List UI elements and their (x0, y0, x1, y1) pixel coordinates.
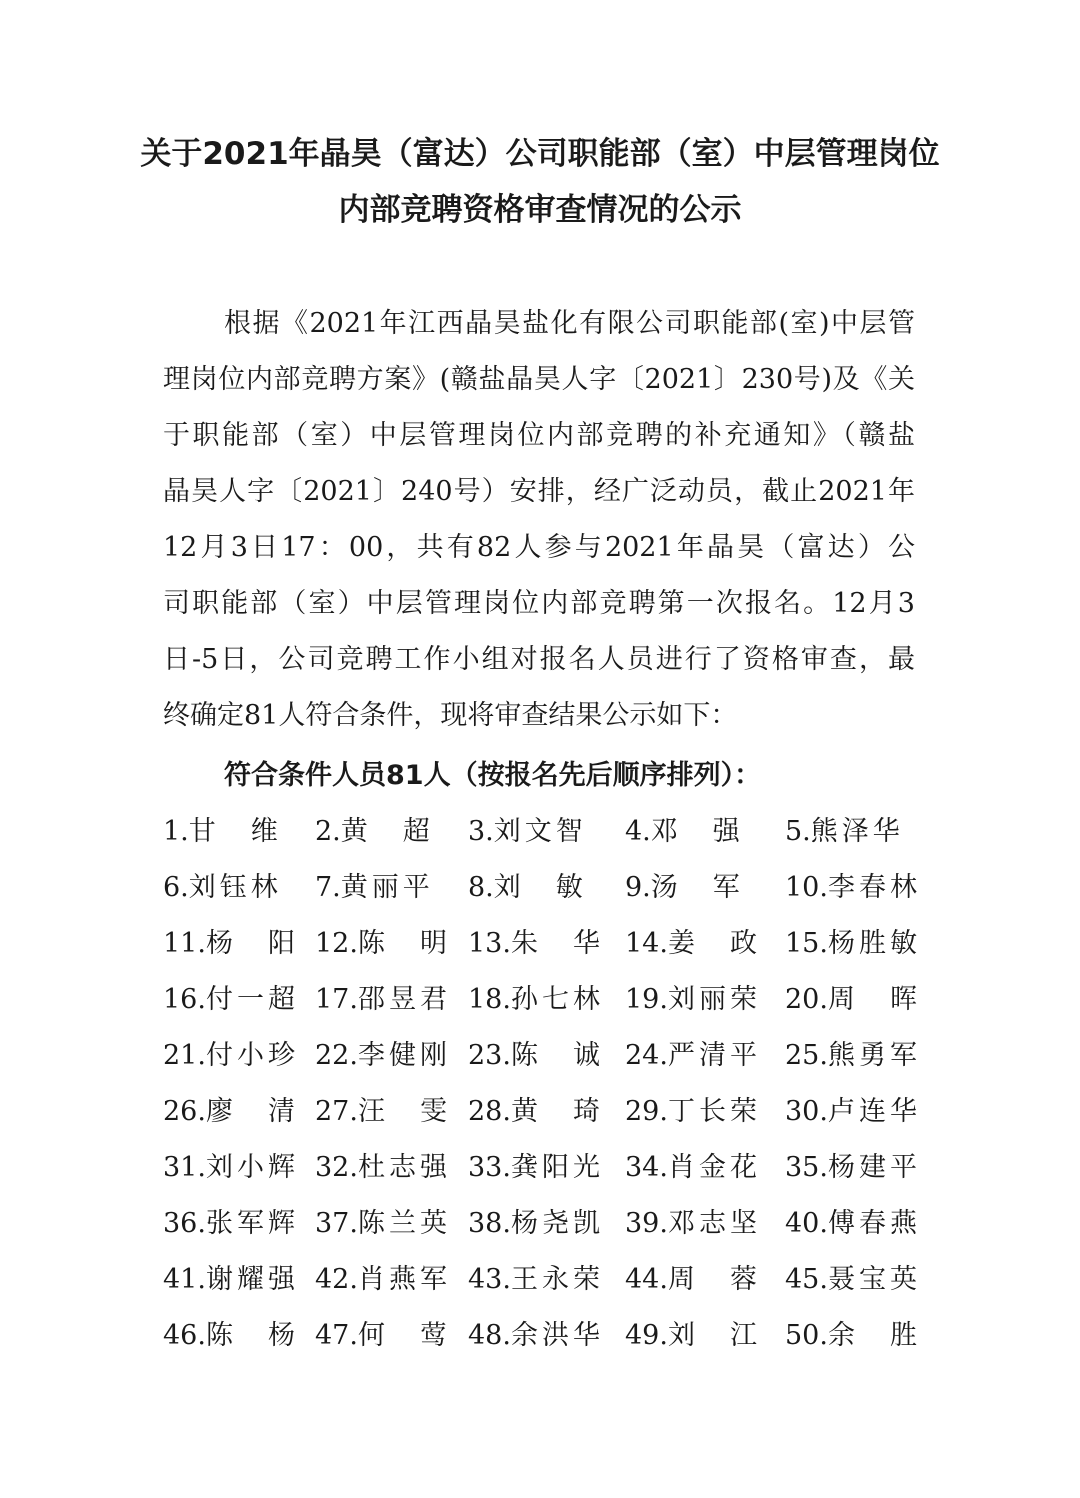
candidate-name: 肖燕军 (357, 1264, 451, 1295)
body-line: 于职能部（室）中层管理岗位内部竞聘的补充通知》（赣盐 (163, 420, 915, 451)
candidate-name: 黄 超 (340, 816, 434, 847)
candidate-entry (468, 1094, 604, 1130)
candidate-number: 17. (315, 984, 358, 1015)
body-line: 日-5日，公司竞聘工作小组对报名人员进行了资格审查，最 (163, 644, 915, 675)
candidate-entry (468, 814, 587, 850)
candidate-name: 付一超 (205, 984, 299, 1015)
candidate-name: 杨胜敏 (827, 928, 921, 959)
candidate-name: 张军辉 (205, 1208, 299, 1239)
candidate-number: 41. (163, 1264, 206, 1295)
candidate-number: 50. (785, 1320, 828, 1351)
candidate-name: 邓志坚 (667, 1208, 761, 1239)
candidate-number: 30. (785, 1096, 828, 1127)
candidate-name: 熊勇军 (827, 1040, 921, 1071)
candidate-number: 36. (163, 1208, 206, 1239)
candidate-number: 40. (785, 1208, 828, 1239)
candidate-name: 周 晖 (827, 984, 921, 1015)
candidate-entry (163, 1318, 299, 1354)
candidate-name: 李健刚 (357, 1040, 451, 1071)
candidate-number: 15. (785, 928, 828, 959)
candidate-name: 肖金花 (667, 1152, 761, 1183)
document-title-line-1: 关于2021年晶昊（富达）公司职能部（室）中层管理岗位 (140, 136, 940, 172)
candidate-number: 11. (163, 928, 206, 959)
candidate-name: 邵昱君 (357, 984, 451, 1015)
candidate-name: 付小珍 (205, 1040, 299, 1071)
candidate-entry (163, 1094, 299, 1130)
candidate-number: 43. (468, 1264, 511, 1295)
candidate-number: 5. (785, 816, 811, 847)
candidate-entry (315, 1038, 451, 1074)
candidate-name: 陈 明 (357, 928, 451, 959)
candidate-number: 1. (163, 816, 189, 847)
candidate-row (163, 1262, 921, 1298)
candidate-name: 严清平 (667, 1040, 761, 1071)
candidate-name: 王永荣 (510, 1264, 604, 1295)
candidate-number: 27. (315, 1096, 358, 1127)
candidate-entry (785, 1318, 921, 1354)
candidate-entry (315, 870, 434, 906)
candidate-name: 陈兰英 (357, 1208, 451, 1239)
body-line: 理岗位内部竞聘方案》(赣盐晶昊人字〔2021〕230号)及《关 (163, 364, 915, 395)
candidate-entry (163, 1262, 299, 1298)
body-line: 晶昊人字〔2021〕240号）安排，经广泛动员，截止2021年 (163, 476, 915, 507)
candidate-entry (163, 1150, 299, 1186)
body-line: 12月3日17：00，共有82人参与2021年晶昊（富达）公 (163, 532, 915, 563)
candidate-row (163, 982, 921, 1018)
candidate-name: 陈 诚 (510, 1040, 604, 1071)
candidate-entry (468, 926, 604, 962)
candidate-entry (785, 926, 921, 962)
candidate-number: 42. (315, 1264, 358, 1295)
candidate-number: 12. (315, 928, 358, 959)
candidate-number: 49. (625, 1320, 668, 1351)
candidate-name: 廖 清 (205, 1096, 299, 1127)
body-line: 终确定81人符合条件，现将审查结果公示如下： (163, 700, 738, 731)
candidate-number: 28. (468, 1096, 511, 1127)
candidate-entry (468, 1150, 604, 1186)
candidate-number: 22. (315, 1040, 358, 1071)
candidate-entry (785, 1206, 921, 1242)
candidate-entry (315, 1318, 451, 1354)
candidate-name: 陈 杨 (205, 1320, 299, 1351)
candidate-number: 45. (785, 1264, 828, 1295)
candidate-name: 聂宝英 (827, 1264, 921, 1295)
candidate-entry (468, 870, 587, 906)
candidate-entry (625, 1038, 761, 1074)
body-line: 根据《2021年江西晶昊盐化有限公司职能部(室)中层管 (224, 308, 915, 339)
candidate-number: 13. (468, 928, 511, 959)
candidate-number: 31. (163, 1152, 206, 1183)
candidate-number: 33. (468, 1152, 511, 1183)
candidate-entry (315, 926, 451, 962)
candidate-name: 周 蓉 (667, 1264, 761, 1295)
candidate-name: 杨 阳 (205, 928, 299, 959)
candidate-name: 刘 江 (667, 1320, 761, 1351)
candidate-number: 44. (625, 1264, 668, 1295)
candidate-name: 何 莺 (357, 1320, 451, 1351)
document-title-line-2: 内部竞聘资格审查情况的公示 (338, 192, 742, 228)
candidate-row (163, 1038, 921, 1074)
candidate-entry (163, 870, 282, 906)
candidate-entry (315, 1262, 451, 1298)
candidate-entry (785, 1150, 921, 1186)
candidate-number: 6. (163, 872, 189, 903)
candidate-number: 23. (468, 1040, 511, 1071)
candidate-number: 10. (785, 872, 828, 903)
candidate-row (163, 1206, 921, 1242)
candidate-entry (315, 982, 451, 1018)
candidate-entry (785, 870, 921, 906)
candidate-entry (468, 1206, 604, 1242)
candidate-name: 刘 敏 (493, 872, 587, 903)
candidate-number: 16. (163, 984, 206, 1015)
candidate-number: 29. (625, 1096, 668, 1127)
candidate-name: 傅春燕 (827, 1208, 921, 1239)
candidate-name: 黄 琦 (510, 1096, 604, 1127)
candidate-name: 卢连华 (827, 1096, 921, 1127)
candidate-name: 汪 雯 (357, 1096, 451, 1127)
candidate-entry (625, 1150, 761, 1186)
candidate-number: 7. (315, 872, 341, 903)
candidate-number: 25. (785, 1040, 828, 1071)
candidate-number: 4. (625, 816, 651, 847)
candidate-entry (785, 1262, 921, 1298)
candidate-entry (315, 814, 434, 850)
candidate-entry (625, 982, 761, 1018)
candidate-list-heading: 符合条件人员81人（按报名先后顺序排列）： (224, 760, 762, 791)
candidate-name: 甘 维 (188, 816, 282, 847)
candidate-number: 34. (625, 1152, 668, 1183)
candidate-row (163, 926, 921, 962)
candidate-number: 20. (785, 984, 828, 1015)
candidate-row (163, 870, 921, 906)
candidate-entry (315, 1206, 451, 1242)
candidate-name: 刘钰林 (188, 872, 282, 903)
candidate-number: 8. (468, 872, 494, 903)
candidate-name: 刘小辉 (205, 1152, 299, 1183)
candidate-number: 48. (468, 1320, 511, 1351)
candidate-entry (785, 982, 921, 1018)
candidate-entry (625, 870, 744, 906)
candidate-number: 47. (315, 1320, 358, 1351)
candidate-name: 丁长荣 (667, 1096, 761, 1127)
candidate-entry (468, 1038, 604, 1074)
candidate-row (163, 1094, 921, 1130)
candidate-number: 18. (468, 984, 511, 1015)
candidate-row (163, 1318, 921, 1354)
candidate-number: 2. (315, 816, 341, 847)
candidate-name: 刘丽荣 (667, 984, 761, 1015)
candidate-number: 32. (315, 1152, 358, 1183)
candidate-name: 龚阳光 (510, 1152, 604, 1183)
candidate-entry (315, 1150, 451, 1186)
candidate-number: 35. (785, 1152, 828, 1183)
body-line: 司职能部（室）中层管理岗位内部竞聘第一次报名。12月3 (163, 588, 915, 619)
candidate-name: 杨建平 (827, 1152, 921, 1183)
candidate-number: 3. (468, 816, 494, 847)
candidate-entry (163, 814, 282, 850)
candidate-row (163, 814, 915, 850)
candidate-number: 26. (163, 1096, 206, 1127)
candidate-entry (468, 1318, 604, 1354)
candidate-name: 孙七林 (510, 984, 604, 1015)
candidate-entry (625, 1094, 761, 1130)
candidate-number: 38. (468, 1208, 511, 1239)
candidate-number: 19. (625, 984, 668, 1015)
candidate-number: 37. (315, 1208, 358, 1239)
candidate-number: 21. (163, 1040, 206, 1071)
candidate-entry (625, 1318, 761, 1354)
candidate-entry (315, 1094, 451, 1130)
candidate-name: 姜 政 (667, 928, 761, 959)
candidate-number: 24. (625, 1040, 668, 1071)
candidate-number: 9. (625, 872, 651, 903)
candidate-entry (785, 1094, 921, 1130)
candidate-entry (625, 1262, 761, 1298)
candidate-entry (625, 926, 761, 962)
candidate-name: 谢耀强 (205, 1264, 299, 1295)
candidate-name: 邓 强 (650, 816, 744, 847)
candidate-name: 杜志强 (357, 1152, 451, 1183)
candidate-name: 刘文智 (493, 816, 587, 847)
candidate-name: 黄丽平 (340, 872, 434, 903)
candidate-name: 李春林 (827, 872, 921, 903)
candidate-entry (625, 1206, 761, 1242)
candidate-number: 46. (163, 1320, 206, 1351)
candidate-entry (625, 814, 744, 850)
candidate-entry (468, 1262, 604, 1298)
candidate-entry (163, 926, 299, 962)
candidate-number: 39. (625, 1208, 668, 1239)
candidate-name: 杨尧凯 (510, 1208, 604, 1239)
candidate-entry (785, 814, 904, 850)
candidate-entry (163, 1038, 299, 1074)
candidate-number: 14. (625, 928, 668, 959)
candidate-name: 余洪华 (510, 1320, 604, 1351)
candidate-entry (468, 982, 604, 1018)
candidate-entry (163, 1206, 299, 1242)
candidate-name: 汤 军 (650, 872, 744, 903)
candidate-entry (785, 1038, 921, 1074)
candidate-name: 朱 华 (510, 928, 604, 959)
candidate-row (163, 1150, 921, 1186)
candidate-name: 余 胜 (827, 1320, 921, 1351)
candidate-entry (163, 982, 299, 1018)
candidate-name: 熊泽华 (810, 816, 904, 847)
